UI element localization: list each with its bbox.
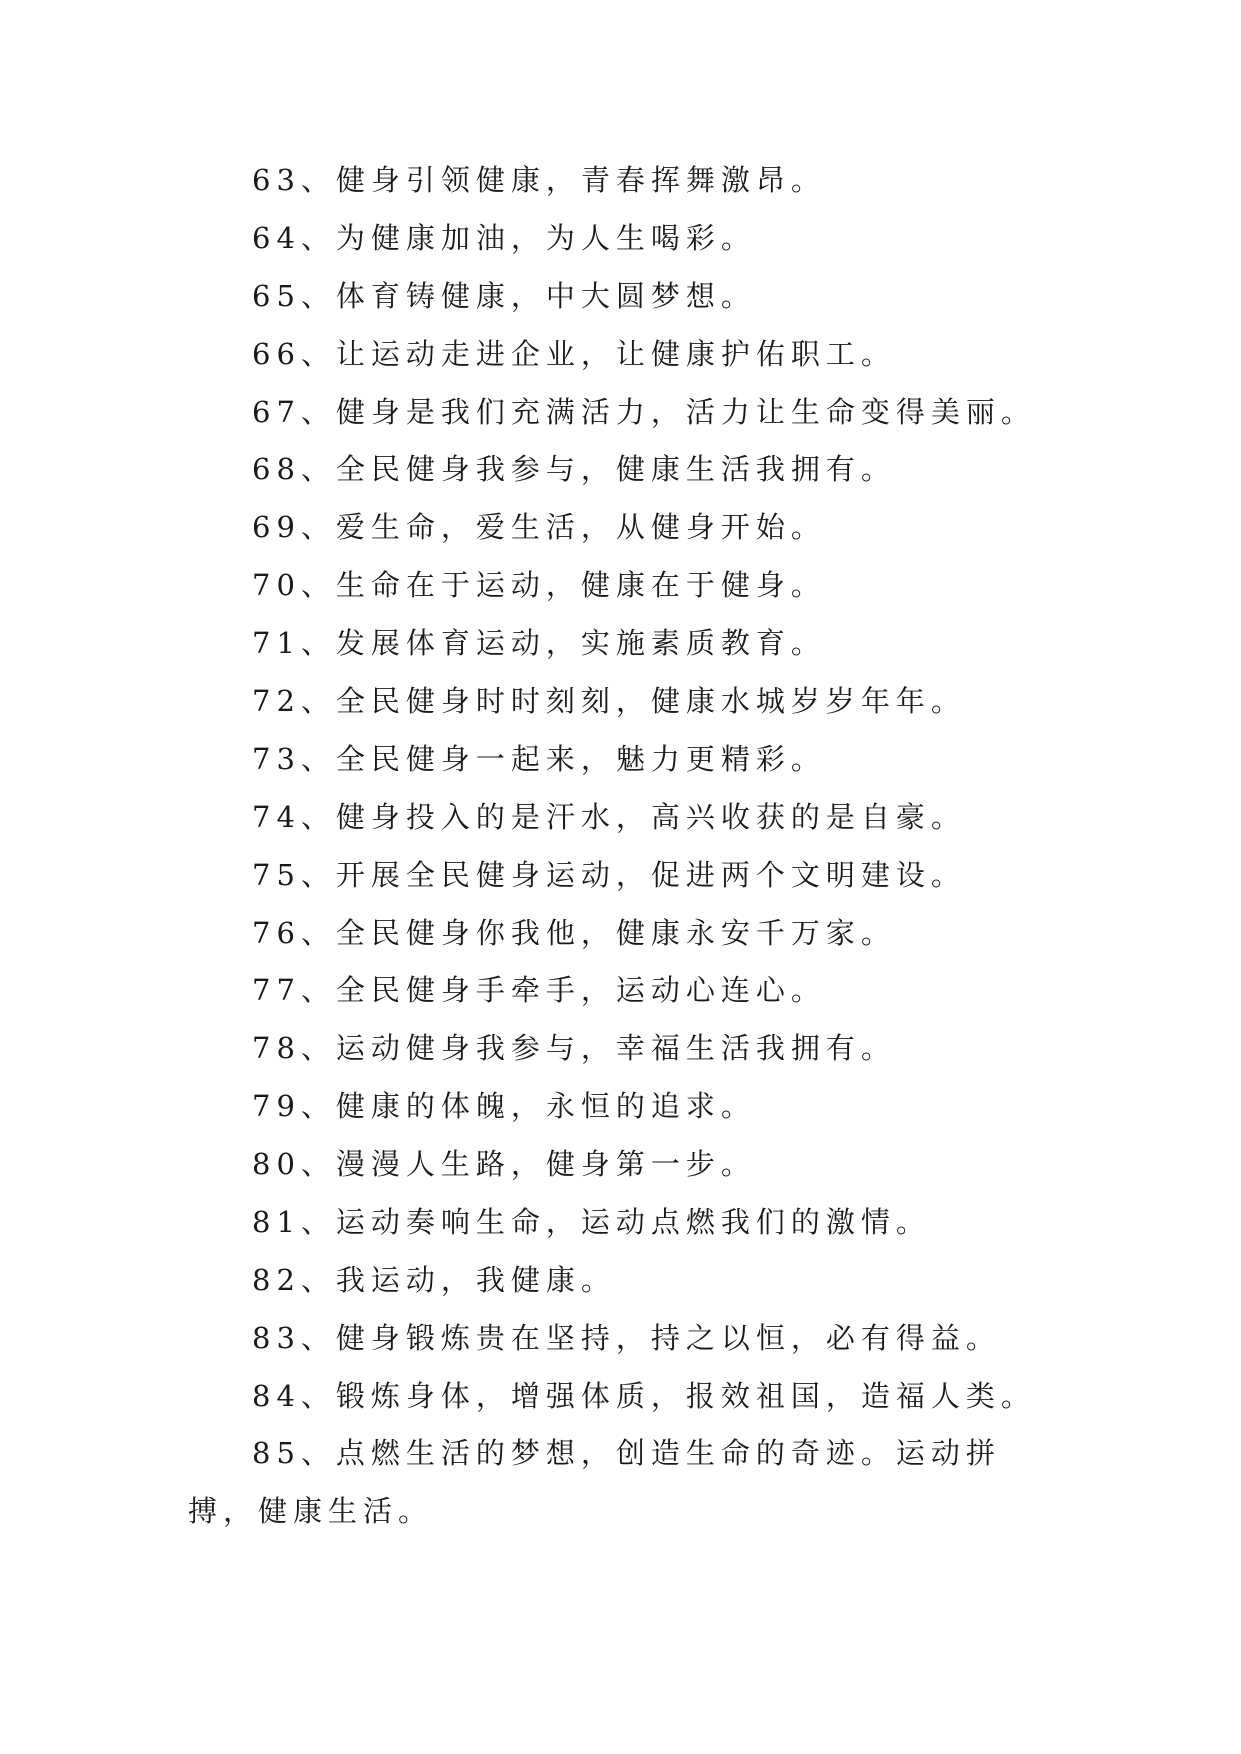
- list-item: 65、体育铸健康，中大圆梦想。: [252, 278, 756, 313]
- list-item: 70、生命在于运动，健康在于健身。: [252, 568, 826, 603]
- document-body: [188, 158, 1054, 1540]
- list-item: 63、健身引领健康，青春挥舞激昂。: [252, 163, 826, 197]
- list-item: 79、健康的体魄，永恒的追求。: [252, 1089, 756, 1124]
- list-item: 64、为健康加油，为人生喝彩。: [252, 220, 756, 255]
- list-item: 83、健身锻炼贵在坚持，持之以恒，必有得益。: [252, 1320, 1001, 1355]
- list-item: 77、全民健身手牵手，运动心连心。: [252, 973, 826, 1008]
- list-item: 73、全民健身一起来，魅力更精彩。: [252, 741, 826, 776]
- list-item: 66、让运动走进企业，让健康护佑职工。: [252, 336, 896, 371]
- list-item: 68、全民健身我参与，健康生活我拥有。: [252, 452, 896, 487]
- list-item: 71、发展体育运动，实施素质教育。: [252, 626, 826, 661]
- list-item: 82、我运动，我健康。: [252, 1262, 616, 1297]
- list-item: 75、开展全民健身运动，促进两个文明建设。: [252, 857, 966, 892]
- list-item: 85、点燃生活的梦想，创造生命的奇迹。运动拼搏，健康生活。: [188, 1435, 1001, 1528]
- list-item: 74、健身投入的是汗水，高兴收获的是自豪。: [252, 799, 966, 834]
- list-item: 69、爱生命，爱生活，从健身开始。: [252, 510, 826, 545]
- list-item: 78、运动健身我参与，幸福生活我拥有。: [252, 1031, 896, 1066]
- list-item: 76、全民健身你我他，健康永安千万家。: [252, 915, 896, 950]
- list-item: 72、全民健身时时刻刻，健康水城岁岁年年。: [252, 684, 966, 719]
- list-item: 81、运动奏响生命，运动点燃我们的激情。: [252, 1205, 931, 1240]
- list-item: 84、锻炼身体，增强体质，报效祖国，造福人类。: [252, 1378, 1036, 1413]
- list-item: 80、漫漫人生路，健身第一步。: [252, 1147, 756, 1182]
- list-item: 67、健身是我们充满活力，活力让生命变得美丽。: [252, 394, 1036, 429]
